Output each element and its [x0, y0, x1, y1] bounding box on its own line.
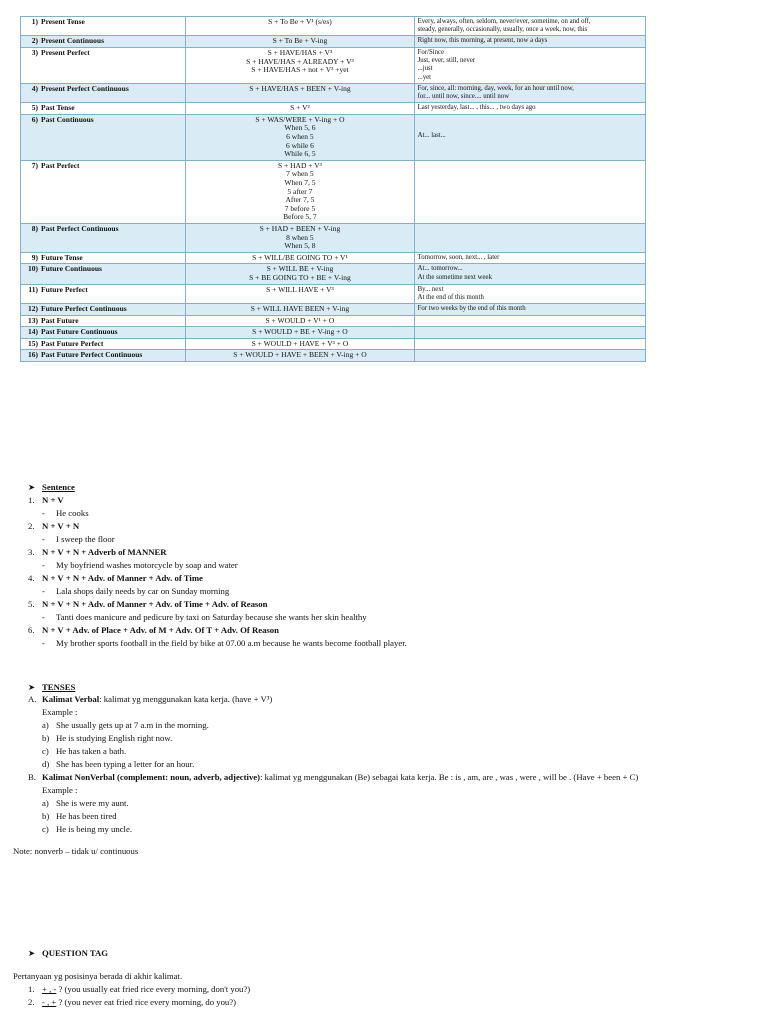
formula-line: When 5, 8	[284, 241, 316, 251]
table-row	[21, 284, 646, 303]
formula-line: S + WOULD + HAVE + V³ + O	[251, 338, 349, 348]
question-tag-sign: - , +	[42, 997, 57, 1007]
tense-number: 13)	[28, 315, 38, 325]
tense-adverb-cell	[414, 160, 645, 223]
tense-number: 2)	[31, 36, 38, 46]
formula-line: S + WAS/WERE + V-ing + O	[255, 114, 345, 124]
tense-adverb-cell	[414, 223, 645, 252]
tense-name: Future Perfect	[41, 284, 88, 294]
example-dash: -	[42, 508, 45, 518]
tense-formula-cell	[186, 17, 414, 36]
tense-name-cell	[21, 338, 186, 350]
adverb-line: For/Since	[417, 49, 445, 56]
adverb-line: steady, generally, occasionally, usually, once a week, now, this	[417, 26, 588, 34]
tense-formula-cell	[186, 252, 414, 264]
question-tag-example: ? (you never eat fried rice every morning, do you?)	[56, 997, 237, 1007]
example-text: He is being my uncle.	[56, 824, 132, 834]
formula-line: Before 5, 7	[283, 212, 317, 222]
tense-name: Past Perfect Continuous	[41, 223, 119, 233]
tense-number: 14)	[28, 327, 38, 337]
tense-number: 5)	[31, 103, 38, 113]
tense-formula-cell	[186, 303, 414, 315]
sentence-number: 2.	[28, 521, 35, 531]
question-tag-desc: Pertanyaan yg posisinya berada di akhir kalimat.	[13, 971, 183, 981]
formula-line: S + WILL HAVE + V³	[266, 284, 334, 294]
note-text: Note: nonverb – tidak u/ continuous	[13, 846, 139, 856]
question-tag-number: 1.	[28, 984, 35, 994]
adverb-line: Right now, this morning, at present, now a days	[417, 37, 548, 45]
sentence-pattern: N + V + N	[42, 521, 80, 531]
sentence-number: 3.	[28, 547, 35, 557]
sentence-pattern: N + V	[42, 495, 64, 505]
formula-line: S + To Be + V-ing	[272, 36, 328, 46]
tense-formula-cell	[186, 284, 414, 303]
tense-name-cell	[21, 252, 186, 264]
sentence-example: Lala shops daily needs by car on Sunday morning	[56, 586, 230, 596]
table-row	[21, 114, 646, 160]
question-tag-item	[42, 984, 250, 994]
tense-adverb-cell	[414, 17, 645, 36]
example-text: She has been typing a letter for an hour.	[56, 759, 195, 769]
table-row	[21, 83, 646, 102]
example-letter: a)	[42, 720, 49, 730]
tense-formula-cell	[186, 160, 414, 223]
tense-name: Past Continuous	[41, 114, 94, 124]
tense-adverb-cell	[414, 327, 645, 339]
question-tag-bullet-icon: ➤	[28, 948, 36, 958]
tense-name: Future Tense	[41, 252, 83, 262]
tense-formula-cell	[186, 83, 414, 102]
adverb-line: Last yesterday, last... , this... , two days ago	[417, 104, 536, 112]
tense-adverb-cell	[414, 83, 645, 102]
tense-name: Present Tense	[41, 17, 85, 26]
tense-number: 10)	[28, 264, 38, 274]
question-tag-heading: QUESTION TAG	[42, 948, 109, 958]
sentence-number: 1.	[28, 495, 35, 505]
tense-adverb-cell	[414, 350, 645, 362]
adverb-line: Tomorrow, soon, next... , later	[417, 253, 500, 261]
question-tag-example: ? (you usually eat fried rice every morning, don't you?)	[56, 984, 251, 994]
adverb-line	[418, 116, 642, 124]
tenses-table-body	[21, 17, 646, 362]
question-tag-sign: + , -	[42, 984, 57, 994]
adverb-line: ...yet	[417, 73, 432, 81]
tense-number: 1)	[31, 17, 38, 26]
tense-formula-cell	[186, 223, 414, 252]
tense-name: Present Continuous	[41, 36, 104, 46]
formula-line: S + To Be + V¹ (s/es)	[268, 17, 332, 26]
tenses-bullet-icon: ➤	[28, 682, 36, 692]
table-row	[21, 160, 646, 223]
tense-formula-cell	[186, 338, 414, 350]
tense-number: 12)	[28, 303, 38, 313]
example-dash: -	[42, 534, 45, 544]
tense-name-cell	[21, 83, 186, 102]
nonverbal-title: Kalimat NonVerbal (complement: noun, adverb, adjective)	[42, 772, 261, 782]
tense-name: Present Perfect	[41, 48, 90, 57]
sentence-number: 6.	[28, 625, 35, 635]
sentence-heading: Sentence	[42, 482, 75, 492]
example-dash: -	[42, 560, 45, 570]
adverb-line: At the end of this month	[417, 293, 484, 301]
adverb-line: For two weeks by the end of this month	[417, 304, 526, 312]
formula-line: S + HAD + V³	[277, 160, 322, 170]
adverb-line: By... next	[417, 285, 444, 293]
sentence-example: He cooks	[56, 508, 89, 518]
adverb-line: At... last...	[417, 132, 446, 140]
tense-name-cell	[21, 284, 186, 303]
example-text: He is studying English right now.	[56, 733, 173, 743]
tenses-table	[20, 16, 646, 362]
tense-adverb-cell	[414, 264, 645, 284]
tense-adverb-cell	[414, 48, 645, 84]
nonverbal-label: B.	[28, 772, 36, 782]
sentence-example: Tanti does manicure and pedicure by taxi on Saturday because she wants her skin healthy	[56, 612, 367, 622]
sentence-pattern: N + V + N + Adverb of MANNER	[42, 547, 167, 557]
formula-line: 7 when 5	[286, 169, 314, 179]
tense-name: Past Future Perfect Continuous	[41, 350, 143, 360]
example-text: He has taken a bath.	[56, 746, 127, 756]
table-row	[21, 36, 646, 48]
sentence-example: My brother sports football in the field by bike at 07.00 a.m because he wants become football player.	[56, 638, 407, 648]
example-dash: -	[42, 612, 45, 622]
adverb-line: For, since, all: morning, day, week, for an hour until now,	[417, 84, 574, 92]
tense-name: Present Perfect Continuous	[41, 83, 129, 93]
formula-line: S + WOULD + HAVE + BEEN + V-ing + O	[233, 350, 367, 360]
sentence-example: I sweep the floor	[56, 534, 115, 544]
formula-line: S + WILL/BE GOING TO + V¹	[252, 252, 348, 262]
formula-line: 6 while 6	[285, 140, 314, 150]
formula-line: S + HAVE/HAS + not + V³ +yet	[251, 65, 349, 75]
verbal-line	[42, 694, 272, 704]
adverb-line: At... tomorrow...	[417, 265, 463, 273]
nonverbal-example-label: Example :	[42, 785, 78, 795]
sentence-bullet-icon: ➤	[28, 482, 36, 492]
tense-number: 15)	[28, 338, 38, 348]
nonverbal-line	[42, 772, 638, 782]
verbal-desc: : kalimat yg menggunakan kata kerja. (have + V³)	[99, 694, 273, 704]
formula-line: S + HAVE/HAS + BEEN + V-ing	[249, 83, 351, 93]
verbal-label: A.	[28, 694, 37, 704]
tense-adverb-cell	[414, 252, 645, 264]
tense-name-cell	[21, 160, 186, 223]
adverb-line	[418, 124, 642, 132]
tense-number: 6)	[31, 114, 38, 124]
sentence-number: 5.	[28, 599, 35, 609]
formula-line: S + BE GOING TO + BE + V-ing	[249, 272, 351, 282]
table-row	[21, 223, 646, 252]
adverb-line: Every, always, often, seldom, never/ever, sometime, on and off,	[417, 18, 591, 25]
table-row	[21, 103, 646, 115]
formula-line: 8 when 5	[286, 232, 314, 242]
table-row	[21, 303, 646, 315]
formula-line: S + HAD + BEEN + V-ing	[259, 223, 341, 233]
tense-formula-cell	[186, 327, 414, 339]
tense-name-cell	[21, 48, 186, 84]
tense-adverb-cell	[414, 315, 645, 327]
tense-name-cell	[21, 303, 186, 315]
tense-formula-cell	[186, 264, 414, 284]
example-dash: -	[42, 638, 45, 648]
tense-name: Past Future	[41, 315, 79, 325]
tense-number: 11)	[28, 284, 38, 294]
question-tag-number: 2.	[28, 997, 35, 1007]
tense-name: Future Perfect Continuous	[41, 303, 127, 313]
tense-formula-cell	[186, 36, 414, 48]
tense-formula-cell	[186, 114, 414, 160]
tense-adverb-cell	[414, 303, 645, 315]
formula-line: S + WOULD + V¹ + O	[265, 315, 335, 325]
tense-name-cell	[21, 103, 186, 115]
formula-line: S + HAVE/HAS + V³	[267, 48, 333, 57]
adverb-line: At the sometime next week	[417, 273, 492, 281]
verbal-title: Kalimat Verbal	[42, 694, 100, 704]
tense-name: Past Tense	[41, 103, 75, 113]
formula-line: 5 after 7	[287, 186, 313, 196]
tense-formula-cell	[186, 350, 414, 362]
example-letter: d)	[42, 759, 50, 769]
tense-adverb-cell	[414, 284, 645, 303]
example-letter: c)	[42, 746, 49, 756]
tense-number: 7)	[31, 160, 38, 170]
formula-line: After 7, 5	[285, 195, 315, 205]
sentence-pattern: N + V + N + Adv. of Manner + Adv. of Time + Adv. of Reason	[42, 599, 268, 609]
example-text: She is were my aunt.	[56, 798, 129, 808]
tenses-heading: TENSES	[42, 682, 76, 692]
tense-name-cell	[21, 17, 186, 36]
verbal-example-label: Example :	[42, 707, 78, 717]
nonverbal-desc: : kalimat yg menggunakan (Be) sebagai kata kerja. Be : is , am, are , was , were , will be . (Have + been + C)	[260, 772, 639, 782]
table-row	[21, 17, 646, 36]
example-letter: b)	[42, 811, 50, 821]
sentence-number: 4.	[28, 573, 35, 583]
adverb-line: Just, ever, still, never	[417, 57, 476, 65]
example-dash: -	[42, 586, 45, 596]
tense-name-cell	[21, 350, 186, 362]
formula-line: While 6, 5	[284, 149, 316, 159]
tense-adverb-cell	[414, 114, 645, 160]
formula-line: 7 before 5	[284, 203, 316, 213]
tense-number: 9)	[31, 252, 38, 262]
tense-name: Past Future Perfect	[41, 338, 104, 348]
formula-line: S + WILL BE + V-ing	[266, 264, 334, 274]
adverb-line: for... until now, since.... until now	[417, 93, 510, 101]
tense-name-cell	[21, 264, 186, 284]
example-letter: b)	[42, 733, 50, 743]
formula-line: When 7, 5	[284, 177, 316, 187]
tense-name-cell	[21, 36, 186, 48]
tense-number: 3)	[31, 48, 38, 57]
tense-adverb-cell	[414, 103, 645, 115]
tense-name-cell	[21, 327, 186, 339]
tense-formula-cell	[186, 315, 414, 327]
table-row	[21, 264, 646, 284]
sentence-example: My boyfriend washes motorcycle by soap and water	[56, 560, 238, 570]
table-row	[21, 338, 646, 350]
tense-number: 4)	[31, 83, 38, 93]
formula-line: 6 when 5	[286, 132, 314, 141]
example-text: She usually gets up at 7 a.m in the morning.	[56, 720, 209, 730]
formula-line: S + WOULD + BE + V-ing + O	[252, 327, 348, 337]
tense-name-cell	[21, 114, 186, 160]
table-row	[21, 350, 646, 362]
question-tag-item	[42, 997, 236, 1007]
tense-adverb-cell	[414, 338, 645, 350]
formula-line: When 5, 6	[284, 123, 316, 133]
example-letter: a)	[42, 798, 49, 808]
adverb-line: ...just	[417, 65, 433, 73]
sentence-pattern: N + V + N + Adv. of Manner + Adv. of Time	[42, 573, 203, 583]
tense-name: Future Continuous	[41, 264, 102, 274]
tense-name: Past Perfect	[41, 160, 80, 170]
table-row	[21, 315, 646, 327]
example-letter: c)	[42, 824, 49, 834]
table-row	[21, 327, 646, 339]
tense-name-cell	[21, 315, 186, 327]
formula-line: S + WILL HAVE BEEN + V-ing	[250, 303, 350, 313]
tense-number: 8)	[31, 223, 38, 233]
tense-name: Past Future Continuous	[41, 327, 118, 337]
table-row	[21, 252, 646, 264]
table-row	[21, 48, 646, 84]
formula-line: S + HAVE/HAS + ALREADY + V³	[246, 56, 354, 66]
tense-adverb-cell	[414, 36, 645, 48]
tense-name-cell	[21, 223, 186, 252]
tense-number: 16)	[28, 350, 38, 360]
tense-formula-cell	[186, 103, 414, 115]
sentence-pattern: N + V + Adv. of Place + Adv. of M + Adv. Of T + Adv. Of Reason	[42, 625, 279, 635]
formula-line: S + V²	[290, 103, 310, 113]
example-text: He has been tired	[56, 811, 117, 821]
tense-formula-cell	[186, 48, 414, 84]
